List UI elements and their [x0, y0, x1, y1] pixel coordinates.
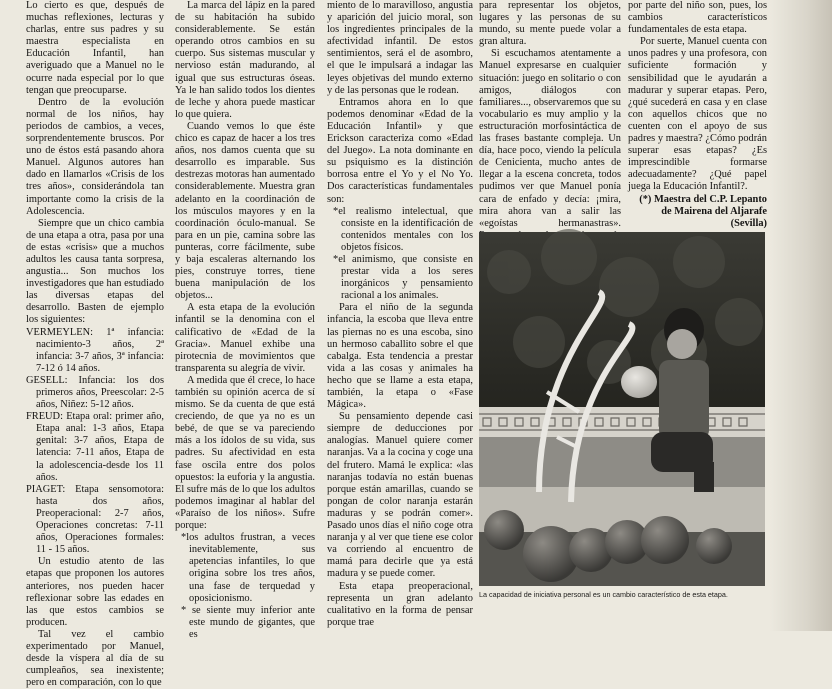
paragraph: Tal vez el cambio experimentado por Manuel, desde la víspera al día de su cumpleaños, sea inexistente; pero en comparación, con lo que: [26, 628, 164, 689]
paragraph: FREUD: Etapa oral: primer año, Etapa anal: 1-3 años, Etapa genital: 3-7 años, Etapa de latencia: 7-11 años, Etapa de la adolescencia-desde los 11 años.: [26, 411, 164, 483]
paragraph: Su pensamiento depende casi siempre de deducciones por analogías. Manuel quiere comer naranjas. Va a la cocina y coge una del frutero. Mamá le explica: «las naranjas todavía no están buenas porque están amarillas, cuando se pongan de color naranja estarán maduras y se podrán comer». Pasado unos días el niño coge otra naranja y al ver que tiene ese color va corriendo al encuentro de mamá para decirle que ya está madura y se puede comer.: [327, 411, 473, 580]
paragraph: Si escuchamos atentamente a Manuel expresarse en cualquier situación: juego en solitario o con amigos, diálogos con familiares..., observaremos que su vocabulario es muy amplio y la estructuración morfosintáctica de las frases bastante compleja. Un día, hace poco, viendo la película de Cenicienta, mucho antes de llegar a la escena concreta, todos pudimos ver que Manuel ponía cara de enfado y decía: ¡mira, mira ahora van a salir las «egoístas hermanastras».: [479, 48, 621, 229]
article-column-5: [628, 0, 767, 260]
paragraph: Cuando vemos lo que éste chico es capaz de hacer a los tres años, nos damos cuenta que su desarrollo es imparable. Sus destrezas motoras han aumentado considerablemente. Muestra gran adelanto en la coordinación de los músculos mayores y en la coordinación óculo-manual. Se para en un pie, camina sobre las punteras, corre fácilmente, sube y baja escaleras alternando los pies, construye torres, tiene buena manipulación de los objetos...: [175, 120, 315, 302]
paragraph: Por suerte, Manuel cuenta con unos padres y una profesora, con suficiente formación y sensibilidad que le ayudarán a madurar y superar etapas. Pero, ¿qué sucederá en casa y en clase con aquellos chicos que no cuenten con el apoyo de sus padres y maestra? ¿Cómo podrán superar esas etapas? ¿Es imprescindible formarse adecuadamente? ¿Qué papel juega la Educación Infantil?.: [628, 36, 767, 193]
paragraph: A esta etapa de la evolución infantil se la denomina con el calificativo de «Edad de la Gracia». Manuel exhibe una pirotecnia de movimientos que transparenta su alegría de vivir.: [175, 302, 315, 374]
paragraph: para representar los objetos, lugares y las personas de su mundo, su mente puede volar a gran altura.: [479, 0, 621, 48]
paragraph: Siempre que un chico cambia de una etapa a otra, pasa por una de estas «crisis» que a muchos adultos les causa tanta sorpresa, angustia... Son muchos los investigadores que han estudiado las diversas etapas del desarrollo. Basten de ejemplo los siguientes:: [26, 217, 164, 326]
paragraph: por parte del niño son, pues, los cambios característicos fundamentales de esta etapa.: [628, 0, 767, 36]
article-column-3: [327, 0, 473, 631]
paragraph: La marca del lápiz en la pared de su habitación ha subido considerablemente. Se están operando otros cambios en su cuerpo. Sus sistemas muscular y nervioso están madurando, al igual que sus estructuras óseas. Ya le han salido todos los dientes de leche y ahora puede masticar lo que quiera.: [175, 0, 315, 120]
paragraph: *el realismo intelectual, que consiste en la identificación de contenidos mentales con los objetos físicos.: [333, 205, 473, 253]
paragraph: * se siente muy inferior ante este mundo de gigantes, que es: [181, 604, 315, 640]
paragraph: Para el niño de la segunda infancia, la escoba que lleva entre las piernas no es una escoba, sino un hermoso caballito sobre el que cabalga. Esta tendencia a prestar vida a las cosas y animales ha hecho que se llame a esta etapa, también, la etapa o «Fase Mágica».: [327, 302, 473, 411]
photo-child-with-balls: [479, 232, 765, 586]
photo-caption: La capacidad de iniciativa personal es un cambio característico de esta etapa.: [479, 590, 728, 599]
paragraph: (*) Maestra del C.P. Lepanto: [639, 193, 767, 205]
paragraph: Lo cierto es que, después de muchas reflexiones, lecturas y charlas, entre sus padres y su maestra especialista en Educación Infantil, han averiguado que a Manuel no le ocurre nada especial por lo que tengan que preocuparse.: [26, 0, 164, 96]
paragraph: PIAGET: Etapa sensomotora: hasta dos años, Preoperacional: 2-7 años, Operaciones concretas: 7-11 años, Operaciones formales: 11 - 15 años.: [26, 483, 164, 556]
paragraph: VERMEYLEN: 1ª infancia: nacimiento-3 años, 2ª infancia: 3-7 años, 3ª infancia: 7-12 ó 14 años.: [26, 326, 164, 374]
article-column-4: [479, 0, 621, 230]
paragraph: *el animismo, que consiste en prestar vida a los seres inorgánicos y pensamiento racional a los animales.: [333, 253, 473, 302]
paragraph: GESELL: Infancia: los dos primeros años, Preescolar: 2-5 años, Niñez: 5-12 años.: [26, 374, 164, 411]
article-column-2: [175, 0, 315, 640]
paragraph: *los adultos frustran, a veces inevitablemente, sus apetencias infantiles, lo que origina sobre los tres años, una fase de terquedad y oposicionismo.: [181, 532, 315, 604]
page-edge-shadow: [770, 0, 832, 631]
paragraph: miento de lo maravilloso, angustia y aparición del juicio moral, son los ingredientes principales de la afectividad infantil. De estos sentimientos, será el de asombro, el que le impulsará a indagar las leyes objetivas del mundo externo y de las personas que le rodean.: [327, 0, 473, 96]
photo-illustration: [479, 232, 765, 586]
article-column-1: [26, 0, 164, 689]
paragraph: A medida que él crece, lo hace también su opinión acerca de sí mismo. Se da cuenta de que está creciendo, de que ya no es un bebé, de que se va pareciendo más a los ídolos de su vida, sus padres. Su afectividad en esta fase oscila entre dos polos opuestos: la euforia y la angustia. El sufre más de lo que los adultos podemos imaginar al hablar del «Paraíso de los niños». Sufre porque:: [175, 374, 315, 532]
paragraph: Un estudio atento de las etapas que proponen los autores anteriores, nos pueden hacer reflexionar sobre las edades en las que estos cambios se producen.: [26, 556, 164, 628]
paragraph: (Sevilla): [730, 217, 767, 229]
paragraph: Esta etapa preoperacional, representa un gran adelanto cualitativo en la forma de pensar porque trae: [327, 580, 473, 628]
paragraph: Dentro de la evolución normal de los niños, hay periodos de cambios, a veces, sorprendentemente bruscos. Por uno de éstos está pasando ahora Manuel. Algunos autores han dado en llamarlos «Crisis de los tres años», considerándola tan importante como la crisis de la Adolescencia.: [26, 96, 164, 217]
paragraph: de Mairena del Aljarafe: [661, 205, 767, 217]
paragraph: Entramos ahora en lo que podemos denominar «Edad de la Educación Infantil» y que Erickson caracteriza como «Edad del Juego». La nota dominante en su psiquismo es la distinción borrosa entre el Yo y el No Yo. Dos características fundamentales son:: [327, 96, 473, 205]
